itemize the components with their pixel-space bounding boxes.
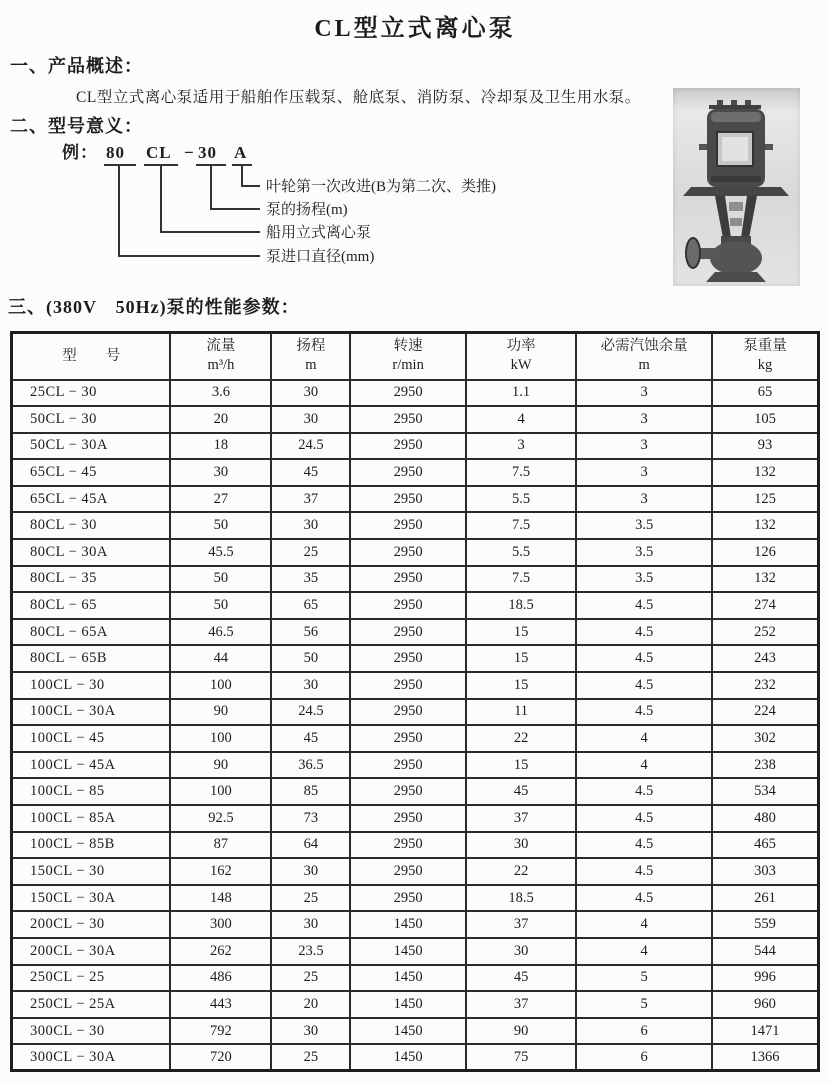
model-cell: 65CL − 45 xyxy=(12,459,171,486)
value-cell: 3 xyxy=(576,459,712,486)
col-header-weight: 泵重量 kg xyxy=(712,333,819,380)
value-cell: 75 xyxy=(466,1044,577,1071)
model-cell: 80CL − 65 xyxy=(12,592,171,619)
table-row xyxy=(12,645,819,672)
value-cell: 792 xyxy=(170,1018,271,1045)
value-cell: 2950 xyxy=(350,459,465,486)
value-cell: 35 xyxy=(271,566,350,593)
value-cell: 24.5 xyxy=(271,433,350,460)
col-header-npsh: 必需汽蚀余量 m xyxy=(576,333,712,380)
value-cell: 4.5 xyxy=(576,699,712,726)
value-cell: 2950 xyxy=(350,885,465,912)
table-row xyxy=(12,406,819,433)
table-row xyxy=(12,592,819,619)
value-cell: 30 xyxy=(271,380,350,407)
table-row xyxy=(12,725,819,752)
value-cell: 37 xyxy=(466,991,577,1018)
table-row xyxy=(12,1018,819,1045)
value-cell: 2950 xyxy=(350,566,465,593)
model-cell: 100CL − 45 xyxy=(12,725,171,752)
value-cell: 3.5 xyxy=(576,512,712,539)
value-cell: 1450 xyxy=(350,938,465,965)
value-cell: 132 xyxy=(712,566,819,593)
value-cell: 132 xyxy=(712,512,819,539)
table-row xyxy=(12,566,819,593)
model-cell: 80CL − 65A xyxy=(12,619,171,646)
value-cell: 2950 xyxy=(350,645,465,672)
value-cell: 2950 xyxy=(350,752,465,779)
value-cell: 4.5 xyxy=(576,885,712,912)
value-cell: 45.5 xyxy=(170,539,271,566)
value-cell: 3.5 xyxy=(576,566,712,593)
value-cell: 2950 xyxy=(350,433,465,460)
model-cell: 100CL − 85B xyxy=(12,832,171,859)
value-cell: 2950 xyxy=(350,832,465,859)
value-cell: 2950 xyxy=(350,699,465,726)
section3-heading: 三、(380V 50Hz)泵的性能参数： xyxy=(8,297,300,317)
table-header-row xyxy=(12,333,819,380)
value-cell: 25 xyxy=(271,1044,350,1071)
value-cell: 4 xyxy=(576,725,712,752)
value-cell: 85 xyxy=(271,778,350,805)
model-code-diagram xyxy=(62,140,662,272)
value-cell: 25 xyxy=(271,885,350,912)
value-cell: 1471 xyxy=(712,1018,819,1045)
value-cell: 18.5 xyxy=(466,885,577,912)
model-cell: 300CL − 30 xyxy=(12,1018,171,1045)
value-cell: 36.5 xyxy=(271,752,350,779)
value-cell: 20 xyxy=(271,991,350,1018)
value-cell: 23.5 xyxy=(271,938,350,965)
value-cell: 2950 xyxy=(350,592,465,619)
model-example-text: 例： 80 CL − 30 A xyxy=(62,143,248,162)
table-row xyxy=(12,911,819,938)
value-cell: 274 xyxy=(712,592,819,619)
table-row xyxy=(12,380,819,407)
table-row xyxy=(12,938,819,965)
value-cell: 2950 xyxy=(350,512,465,539)
value-cell: 5 xyxy=(576,991,712,1018)
value-cell: 720 xyxy=(170,1044,271,1071)
value-cell: 4 xyxy=(576,752,712,779)
value-cell: 45 xyxy=(466,778,577,805)
value-cell: 1366 xyxy=(712,1044,819,1071)
value-cell: 4.5 xyxy=(576,619,712,646)
value-cell: 162 xyxy=(170,858,271,885)
value-cell: 64 xyxy=(271,832,350,859)
value-cell: 30 xyxy=(271,512,350,539)
value-cell: 100 xyxy=(170,672,271,699)
table-row xyxy=(12,778,819,805)
value-cell: 50 xyxy=(170,512,271,539)
value-cell: 4.5 xyxy=(576,592,712,619)
col-header-flow: 流量 m³/h xyxy=(170,333,271,380)
value-cell: 30 xyxy=(271,858,350,885)
model-cell: 80CL − 65B xyxy=(12,645,171,672)
value-cell: 4.5 xyxy=(576,645,712,672)
value-cell: 100 xyxy=(170,725,271,752)
value-cell: 45 xyxy=(271,725,350,752)
value-cell: 30 xyxy=(271,406,350,433)
table-row xyxy=(12,805,819,832)
value-cell: 232 xyxy=(712,672,819,699)
value-cell: 6 xyxy=(576,1018,712,1045)
value-cell: 46.5 xyxy=(170,619,271,646)
value-cell: 6 xyxy=(576,1044,712,1071)
model-cell: 250CL − 25A xyxy=(12,991,171,1018)
value-cell: 4 xyxy=(576,938,712,965)
value-cell: 4 xyxy=(576,911,712,938)
value-cell: 4.5 xyxy=(576,805,712,832)
section1-paragraph: CL型立式离心泵适用于船舶作压载泵、舱底泵、消防泵、冷却泵及卫生用水泵。 xyxy=(76,89,641,106)
value-cell: 37 xyxy=(271,486,350,513)
col-header-power: 功率 kW xyxy=(466,333,577,380)
value-cell: 25 xyxy=(271,965,350,992)
value-cell: 87 xyxy=(170,832,271,859)
value-cell: 465 xyxy=(712,832,819,859)
diagram-connector-lines xyxy=(104,165,260,256)
value-cell: 22 xyxy=(466,725,577,752)
label-impeller-revision: 叶轮第一次改进(B为第二次、类推) xyxy=(266,179,496,195)
value-cell: 1450 xyxy=(350,1018,465,1045)
value-cell: 24.5 xyxy=(271,699,350,726)
model-cell: 250CL − 25 xyxy=(12,965,171,992)
value-cell: 126 xyxy=(712,539,819,566)
model-cell: 300CL − 30A xyxy=(12,1044,171,1071)
value-cell: 480 xyxy=(712,805,819,832)
value-cell: 261 xyxy=(712,885,819,912)
value-cell: 56 xyxy=(271,619,350,646)
value-cell: 100 xyxy=(170,778,271,805)
table-row xyxy=(12,433,819,460)
value-cell: 37 xyxy=(466,911,577,938)
value-cell: 302 xyxy=(712,725,819,752)
value-cell: 534 xyxy=(712,778,819,805)
section1-heading: 一、产品概述： xyxy=(10,56,143,76)
value-cell: 5.5 xyxy=(466,539,577,566)
value-cell: 7.5 xyxy=(466,459,577,486)
value-cell: 65 xyxy=(271,592,350,619)
value-cell: 7.5 xyxy=(466,512,577,539)
value-cell: 2950 xyxy=(350,406,465,433)
performance-table xyxy=(10,331,820,1072)
value-cell: 1450 xyxy=(350,991,465,1018)
table-row xyxy=(12,459,819,486)
value-cell: 45 xyxy=(271,459,350,486)
value-cell: 37 xyxy=(466,805,577,832)
value-cell: 15 xyxy=(466,672,577,699)
value-cell: 65 xyxy=(712,380,819,407)
value-cell: 44 xyxy=(170,645,271,672)
value-cell: 5.5 xyxy=(466,486,577,513)
value-cell: 1450 xyxy=(350,1044,465,1071)
value-cell: 18.5 xyxy=(466,592,577,619)
value-cell: 2950 xyxy=(350,539,465,566)
value-cell: 30 xyxy=(170,459,271,486)
value-cell: 3 xyxy=(466,433,577,460)
value-cell: 243 xyxy=(712,645,819,672)
model-cell: 80CL − 30A xyxy=(12,539,171,566)
value-cell: 105 xyxy=(712,406,819,433)
value-cell: 148 xyxy=(170,885,271,912)
value-cell: 1450 xyxy=(350,911,465,938)
value-cell: 300 xyxy=(170,911,271,938)
section2-heading: 二、型号意义： xyxy=(10,116,143,136)
value-cell: 18 xyxy=(170,433,271,460)
value-cell: 2950 xyxy=(350,858,465,885)
value-cell: 7.5 xyxy=(466,566,577,593)
value-cell: 2950 xyxy=(350,380,465,407)
model-cell: 100CL − 45A xyxy=(12,752,171,779)
value-cell: 30 xyxy=(271,672,350,699)
value-cell: 15 xyxy=(466,619,577,646)
value-cell: 303 xyxy=(712,858,819,885)
table-row xyxy=(12,512,819,539)
value-cell: 544 xyxy=(712,938,819,965)
value-cell: 443 xyxy=(170,991,271,1018)
table-row xyxy=(12,752,819,779)
value-cell: 90 xyxy=(170,752,271,779)
value-cell: 30 xyxy=(271,1018,350,1045)
value-cell: 4.5 xyxy=(576,672,712,699)
model-cell: 100CL − 85 xyxy=(12,778,171,805)
value-cell: 90 xyxy=(466,1018,577,1045)
value-cell: 486 xyxy=(170,965,271,992)
value-cell: 4.5 xyxy=(576,858,712,885)
value-cell: 22 xyxy=(466,858,577,885)
value-cell: 50 xyxy=(170,592,271,619)
value-cell: 45 xyxy=(466,965,577,992)
pump-photo xyxy=(673,88,800,286)
model-cell: 100CL − 85A xyxy=(12,805,171,832)
table-row xyxy=(12,965,819,992)
model-cell: 50CL − 30A xyxy=(12,433,171,460)
value-cell: 1.1 xyxy=(466,380,577,407)
col-header-model: 型 号 xyxy=(12,333,171,380)
value-cell: 3 xyxy=(576,433,712,460)
value-cell: 224 xyxy=(712,699,819,726)
value-cell: 25 xyxy=(271,539,350,566)
model-cell: 80CL − 30 xyxy=(12,512,171,539)
value-cell: 132 xyxy=(712,459,819,486)
table-row xyxy=(12,672,819,699)
model-cell: 150CL − 30 xyxy=(12,858,171,885)
value-cell: 3 xyxy=(576,406,712,433)
table-row xyxy=(12,1044,819,1071)
value-cell: 996 xyxy=(712,965,819,992)
value-cell: 4.5 xyxy=(576,832,712,859)
value-cell: 93 xyxy=(712,433,819,460)
table-row xyxy=(12,539,819,566)
table-row xyxy=(12,619,819,646)
model-cell: 200CL − 30 xyxy=(12,911,171,938)
value-cell: 15 xyxy=(466,645,577,672)
performance-table-body xyxy=(12,380,819,1071)
value-cell: 3 xyxy=(576,486,712,513)
table-row xyxy=(12,991,819,1018)
value-cell: 27 xyxy=(170,486,271,513)
col-header-speed: 转速 r/min xyxy=(350,333,465,380)
model-cell: 100CL − 30A xyxy=(12,699,171,726)
value-cell: 50 xyxy=(170,566,271,593)
value-cell: 90 xyxy=(170,699,271,726)
value-cell: 15 xyxy=(466,752,577,779)
table-row xyxy=(12,858,819,885)
page-title: CL型立式离心泵 xyxy=(314,16,516,42)
col-header-head: 扬程 m xyxy=(271,333,350,380)
value-cell: 5 xyxy=(576,965,712,992)
value-cell: 2950 xyxy=(350,778,465,805)
value-cell: 3 xyxy=(576,380,712,407)
table-row xyxy=(12,699,819,726)
value-cell: 238 xyxy=(712,752,819,779)
value-cell: 2950 xyxy=(350,672,465,699)
pump-illustration xyxy=(673,88,800,286)
value-cell: 262 xyxy=(170,938,271,965)
value-cell: 4.5 xyxy=(576,778,712,805)
value-cell: 92.5 xyxy=(170,805,271,832)
value-cell: 73 xyxy=(271,805,350,832)
model-cell: 100CL − 30 xyxy=(12,672,171,699)
value-cell: 30 xyxy=(466,938,577,965)
value-cell: 11 xyxy=(466,699,577,726)
label-pump-head: 泵的扬程(m) xyxy=(266,202,348,218)
model-cell: 150CL − 30A xyxy=(12,885,171,912)
value-cell: 2950 xyxy=(350,805,465,832)
value-cell: 30 xyxy=(466,832,577,859)
value-cell: 1450 xyxy=(350,965,465,992)
value-cell: 2950 xyxy=(350,486,465,513)
table-row xyxy=(12,885,819,912)
label-pump-type: 船用立式离心泵 xyxy=(266,225,372,241)
model-cell: 50CL − 30 xyxy=(12,406,171,433)
table-row xyxy=(12,486,819,513)
value-cell: 50 xyxy=(271,645,350,672)
model-cell: 200CL − 30A xyxy=(12,938,171,965)
model-cell: 80CL − 35 xyxy=(12,566,171,593)
value-cell: 960 xyxy=(712,991,819,1018)
value-cell: 4 xyxy=(466,406,577,433)
model-cell: 65CL − 45A xyxy=(12,486,171,513)
value-cell: 30 xyxy=(271,911,350,938)
value-cell: 3.6 xyxy=(170,380,271,407)
label-inlet-diameter: 泵进口直径(mm) xyxy=(266,249,375,265)
model-cell: 25CL − 30 xyxy=(12,380,171,407)
value-cell: 20 xyxy=(170,406,271,433)
value-cell: 559 xyxy=(712,911,819,938)
table-row xyxy=(12,832,819,859)
value-cell: 252 xyxy=(712,619,819,646)
value-cell: 125 xyxy=(712,486,819,513)
value-cell: 2950 xyxy=(350,725,465,752)
value-cell: 3.5 xyxy=(576,539,712,566)
value-cell: 2950 xyxy=(350,619,465,646)
